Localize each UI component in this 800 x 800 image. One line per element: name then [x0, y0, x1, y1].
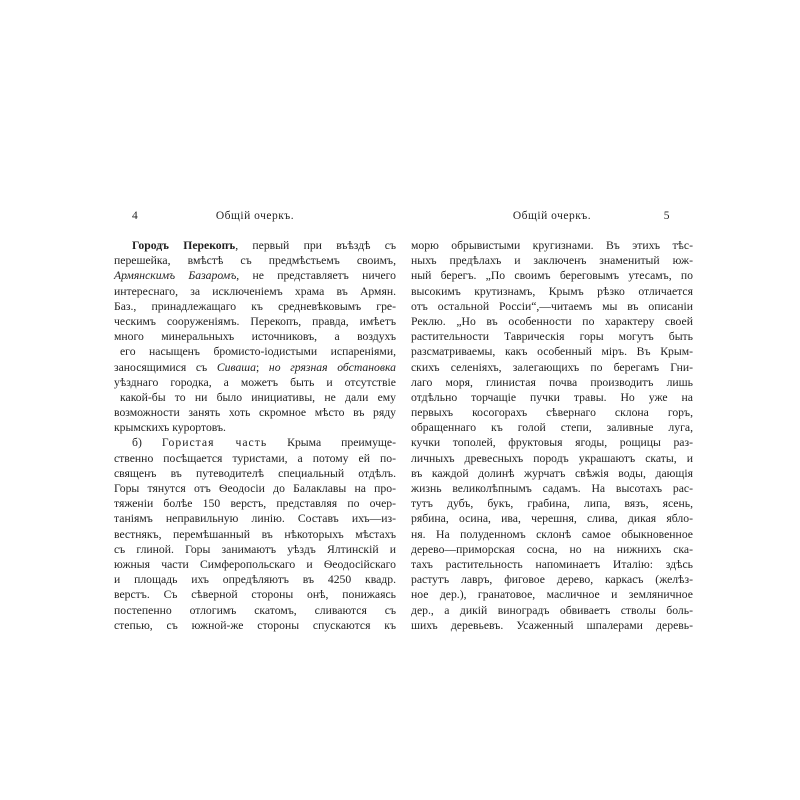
text-line: высокимъ крутизнамъ, Крымъ рѣзко отличается	[411, 284, 693, 298]
text-line: рябина, осина, ива, черешня, слива, дикая ябло-	[411, 512, 693, 526]
text-line: растутъ лавръ, фиговое дерево, каркасъ (желѣз-	[411, 573, 693, 587]
running-head-title: Общій очеркъ.	[215, 210, 295, 222]
text-line: Баз., принадлежащаго къ средневѣковымъ гре-	[114, 299, 396, 313]
text-line: ный берегъ. „По своимъ береговымъ утесамъ, по	[411, 269, 693, 283]
text-line: б) Гористая часть Крыма преимуще-	[132, 436, 396, 450]
text-line: какой-бы то ни было инициативы, не дали ему	[120, 390, 396, 404]
text-line: много минеральныхъ источниковъ, а воздухъ	[114, 330, 396, 344]
text-line: кучки тополей, фруктовыя ягоды, рощицы раз-	[411, 436, 693, 450]
text-line: священъ въ путеводителѣ специальный отдѣлъ.	[114, 466, 396, 480]
left-running-head	[114, 200, 396, 220]
text-line: дерево—приморская сосна, но на нижнихъ ска-	[411, 542, 693, 556]
text-line: дер., а дикій виноградъ обвиваетъ стволы боль-	[411, 603, 693, 617]
text-line: первыхъ косогорахъ сѣвернаго склона горъ,	[411, 406, 693, 420]
text-line: скихъ селеніяхъ, залегающихъ по берегамъ Гни-	[411, 360, 693, 374]
text-line: въ каждой долинѣ журчатъ свѣжія воды, дающія	[411, 466, 693, 480]
text-line: шихъ деревьевъ. Усаженный шпалерами деревь-	[411, 618, 693, 632]
text-line: таніямъ неправильную линію. Составъ ихъ—из-	[114, 512, 396, 526]
text-line: морю обрывистыми кругизнами. Въ этихъ тѣс-	[411, 239, 693, 252]
text-line: южныя части Симферопольскаго и Ѳеодосійскаго	[114, 557, 396, 571]
page-number: 5	[663, 210, 670, 222]
text-line: верстъ. Съ сѣверной стороны онѣ, понижаясь	[114, 588, 396, 602]
text-line: тяженіи болѣе 150 верстъ, представляя по очер-	[114, 497, 396, 511]
text-line: ное дер.), гранатовое, масличное и земляничное	[411, 588, 693, 602]
text-line: ческимъ сооруженіямъ. Перекопъ, правда, имѣетъ	[114, 314, 396, 328]
text-line: съ глиной. Горы занимаютъ уѣздъ Ялтинскій и	[114, 542, 396, 556]
text-line: отъ остальной Россіи“,—читаемъ мы въ описаніи	[411, 299, 693, 313]
text-line: постепенно отлогимъ скатомъ, сливаются съ	[114, 603, 396, 617]
text-line: Армянскимъ Базаромъ, не представляетъ ничего	[114, 269, 396, 283]
text-line: тутъ дубъ, букъ, грабина, липа, вязъ, ясень,	[411, 497, 693, 511]
text-line: ственно посѣщается туристами, а потому ей по-	[114, 451, 396, 465]
text-line: личныхъ древесныхъ породъ украшаютъ скаты, и	[411, 451, 693, 465]
text-line: вестнякъ, перемѣшанный въ нѣкоторыхъ мѣстахъ	[114, 527, 396, 541]
page-number: 4	[132, 210, 139, 222]
right-page	[411, 200, 693, 632]
text-line: отдѣльно торчащіе пучки травы. Но уже на	[411, 390, 693, 404]
text-line: Реклю. „Но въ особенности по характеру своей	[411, 314, 693, 328]
text-line: заносящимися съ Сиваша; но грязная обстановка	[114, 360, 396, 374]
text-line: Горы тянутся отъ Ѳеодосіи до Балаклавы на про-	[114, 482, 396, 495]
left-page	[114, 200, 397, 632]
left-page-text	[114, 238, 396, 633]
text-line: Городъ Перекопъ, первый при въѣздѣ съ	[132, 239, 397, 252]
text-line: уѣзднаго городка, а можетъ быть и отсутствіе	[114, 375, 396, 389]
text-line: ныхъ предѣлахъ и заключенъ знаменитый юж-	[411, 254, 693, 268]
text-line: растительности Таврическія горы могутъ быть	[411, 330, 693, 344]
text-line: жизнь великолѣпнымъ садамъ. На высотахъ рас-	[411, 482, 693, 495]
text-line: перешейка, вмѣстѣ съ предмѣстьемъ своимъ,	[114, 254, 396, 268]
text-line: лаго моря, глинистая почва производитъ лишь	[411, 375, 693, 389]
right-page-text	[411, 238, 693, 633]
text-line: обращеннаго къ голой степи, заливные луга,	[411, 421, 693, 435]
right-running-head	[411, 200, 693, 220]
text-line: и площадь ихъ опредѣляютъ въ 4250 квадр.	[114, 573, 396, 587]
text-line: возможности занять хоть скромное мѣсто въ ряду	[114, 406, 396, 420]
text-line: степью, съ южной-же стороны спускаются къ	[114, 618, 396, 632]
text-line: ня. На полуденномъ склонѣ самое обыкновенное	[411, 527, 693, 541]
text-line: крымскихъ курортовъ.	[114, 421, 226, 435]
text-line: интереснаго, за исключеніемъ храма въ Армян.	[114, 284, 396, 298]
text-line: тахъ растительность напоминаетъ Италію: здѣсь	[411, 557, 693, 571]
text-line: разсматриваемы, какъ особенный міръ. Въ Крым-	[411, 345, 693, 359]
text-line: его насыщенъ бромисто-іодистыми испареніями,	[120, 345, 396, 359]
running-head-title: Общій очеркъ.	[512, 210, 592, 222]
